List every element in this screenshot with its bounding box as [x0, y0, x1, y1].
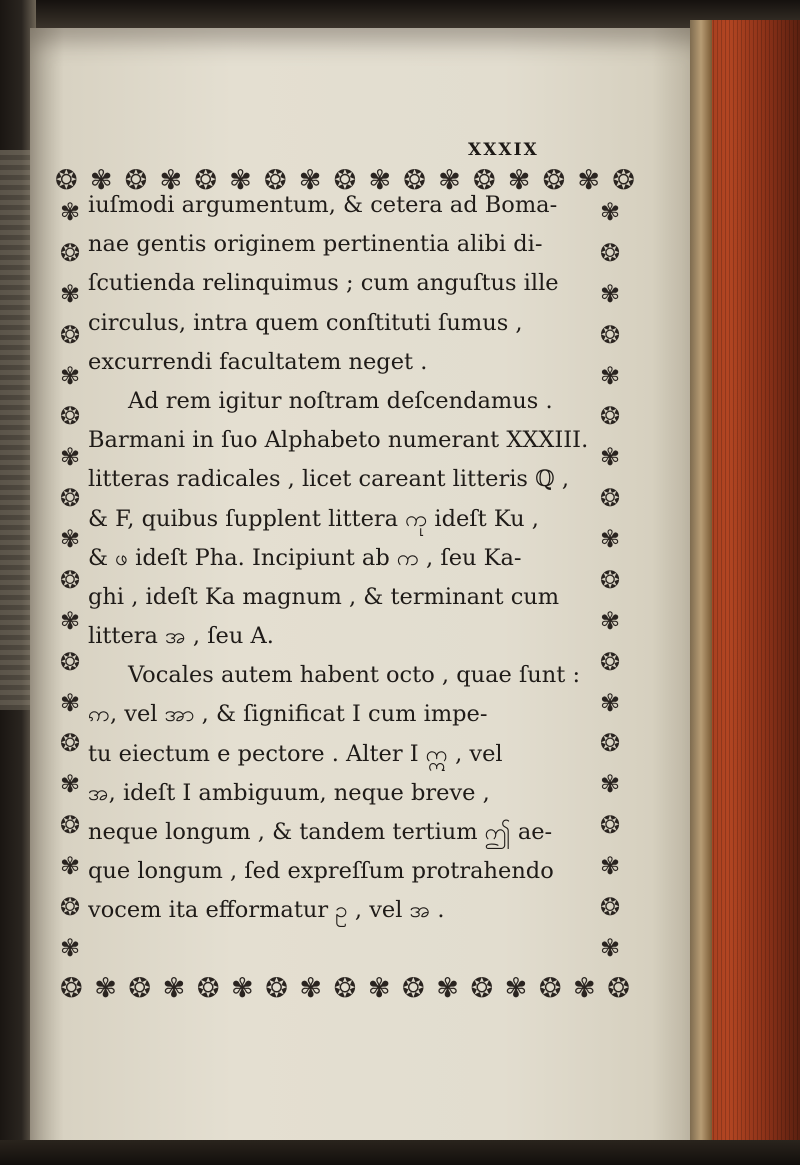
flower-ornament-icon: ✾: [59, 279, 81, 308]
flower-ornament-icon: ✾: [89, 164, 113, 196]
ring-ornament-icon: ❂: [196, 972, 220, 1004]
ring-ornament-icon: ❂: [599, 565, 621, 594]
flower-ornament-icon: ✾: [573, 972, 596, 1004]
flower-ornament-icon: ✾: [599, 279, 621, 308]
ring-ornament-icon: ❂: [599, 320, 621, 349]
flower-ornament-icon: ✾: [59, 606, 81, 635]
flower-ornament-icon: ✾: [367, 972, 391, 1004]
ring-ornament-icon: ❂: [60, 972, 83, 1004]
flower-ornament-icon: ✾: [599, 198, 621, 226]
ring-ornament-icon: ❂: [194, 164, 217, 196]
flower-ornament-icon: ✾: [59, 852, 81, 880]
flower-ornament-icon: ✾: [504, 972, 528, 1004]
bottom-shadow: [0, 1140, 800, 1165]
flower-ornament-icon: ✾: [94, 972, 117, 1004]
ring-ornament-icon: ❂: [59, 320, 81, 349]
ring-ornament-icon: ❂: [59, 484, 81, 513]
ring-ornament-icon: ❂: [59, 811, 81, 840]
flower-ornament-icon: ✾: [577, 164, 601, 196]
text-line: & F, quibus ſupplent littera ကု ideſt Ku ,: [88, 505, 539, 532]
text-line: vocem ita efformatur ဥ , vel အ .: [88, 897, 445, 924]
ring-ornament-icon: ❂: [55, 164, 78, 196]
text-line: littera အ , ſeu A.: [88, 623, 274, 650]
flower-ornament-icon: ✾: [229, 164, 252, 196]
flower-ornament-icon: ✾: [59, 198, 81, 226]
previous-page-edge: [0, 150, 30, 710]
text-line: tu eiectum e pectore . Alter I ဣ , vel: [88, 740, 503, 767]
ring-ornament-icon: ❂: [128, 972, 152, 1004]
ornament-border-left: [52, 200, 88, 960]
ring-ornament-icon: ❂: [59, 647, 81, 676]
ring-ornament-icon: ❂: [599, 238, 621, 267]
flower-ornament-icon: ✾: [436, 972, 459, 1004]
text-line: neque longum , & tandem tertium ဤ ae-: [88, 819, 553, 845]
ring-ornament-icon: ❂: [333, 164, 357, 196]
flower-ornament-icon: ✾: [162, 972, 186, 1004]
flower-ornament-icon: ✾: [599, 606, 621, 635]
flower-ornament-icon: ✾: [599, 361, 621, 390]
flower-ornament-icon: ✾: [368, 164, 392, 196]
flower-ornament-icon: ✾: [299, 972, 323, 1004]
text-line: nae gentis originem pertinentia alibi di-: [88, 231, 543, 258]
text-line: Barmani in ſuo Alphabeto numerant XXXIII.: [88, 427, 588, 454]
ring-ornament-icon: ❂: [59, 565, 81, 594]
flower-ornament-icon: ✾: [599, 852, 621, 880]
ring-ornament-icon: ❂: [599, 402, 621, 431]
text-line: ghi , ideſt Ka magnum , & terminant cum: [88, 583, 560, 610]
flower-ornament-icon: ✾: [599, 933, 621, 962]
ring-ornament-icon: ❂: [59, 402, 81, 431]
ring-ornament-icon: ❂: [542, 164, 566, 196]
ring-ornament-icon: ❂: [599, 647, 621, 676]
flower-ornament-icon: ✾: [59, 361, 81, 390]
ring-ornament-icon: ❂: [402, 972, 425, 1004]
body-text: [88, 186, 588, 931]
flower-ornament-icon: ✾: [599, 525, 621, 553]
ring-ornament-icon: ❂: [59, 892, 81, 921]
text-line: ſcutienda relinquimus ; cum anguſtus ille: [88, 270, 559, 297]
flower-ornament-icon: ✾: [599, 688, 621, 717]
text-line: circulus, intra quem conſtituti ſumus ,: [88, 309, 523, 336]
running-head: XXXIX: [468, 140, 539, 160]
ornament-border-bottom: [60, 970, 630, 1006]
flower-ornament-icon: ✾: [438, 164, 461, 196]
ring-ornament-icon: ❂: [599, 811, 621, 840]
ring-ornament-icon: ❂: [265, 972, 288, 1004]
page-block-edge: [690, 20, 800, 1165]
flower-ornament-icon: ✾: [59, 525, 81, 553]
text-line: & ဖ ideſt Pha. Incipiunt ab က , ſeu Ka-: [88, 544, 522, 571]
flower-ornament-icon: ✾: [59, 688, 81, 717]
flower-ornament-icon: ✾: [507, 164, 531, 196]
text-line: Vocales autem habent octo , quae ſunt :: [128, 662, 581, 689]
text-line: iuſmodi argumentum, & cetera ad Boma-: [88, 192, 558, 218]
ring-ornament-icon: ❂: [333, 972, 357, 1004]
ornament-border-right: [592, 200, 628, 960]
ring-ornament-icon: ❂: [607, 972, 630, 1004]
ring-ornament-icon: ❂: [599, 729, 621, 758]
ring-ornament-icon: ❂: [612, 164, 635, 196]
flower-ornament-icon: ✾: [59, 770, 81, 799]
text-line: que longum , ſed expreſſum protrahendo: [88, 858, 554, 885]
flower-ornament-icon: ✾: [298, 164, 322, 196]
flower-ornament-icon: ✾: [59, 933, 81, 962]
ring-ornament-icon: ❂: [599, 892, 621, 921]
top-shadow: [0, 0, 800, 28]
ring-ornament-icon: ❂: [470, 972, 494, 1004]
text-line: Ad rem igitur noſtram deſcendamus .: [128, 387, 553, 414]
ring-ornament-icon: ❂: [124, 164, 148, 196]
text-line: အ, ideſt I ambiguum, neque breve ,: [88, 779, 490, 806]
ring-ornament-icon: ❂: [599, 484, 621, 513]
ring-ornament-icon: ❂: [59, 238, 81, 267]
flower-ornament-icon: ✾: [159, 164, 183, 196]
flower-ornament-icon: ✾: [599, 443, 621, 472]
ring-ornament-icon: ❂: [538, 972, 562, 1004]
flower-ornament-icon: ✾: [599, 770, 621, 799]
ring-ornament-icon: ❂: [263, 164, 287, 196]
ring-ornament-icon: ❂: [472, 164, 496, 196]
ring-ornament-icon: ❂: [403, 164, 426, 196]
ring-ornament-icon: ❂: [59, 729, 81, 758]
text-line: litteras radicales , licet careant litteris ℚ ,: [88, 466, 569, 493]
text-line: ဢ, vel အာ , & ſignificat I cum impe-: [88, 701, 488, 728]
text-line: excurrendi facultatem neget .: [88, 348, 428, 375]
flower-ornament-icon: ✾: [59, 443, 81, 472]
flower-ornament-icon: ✾: [231, 972, 254, 1004]
